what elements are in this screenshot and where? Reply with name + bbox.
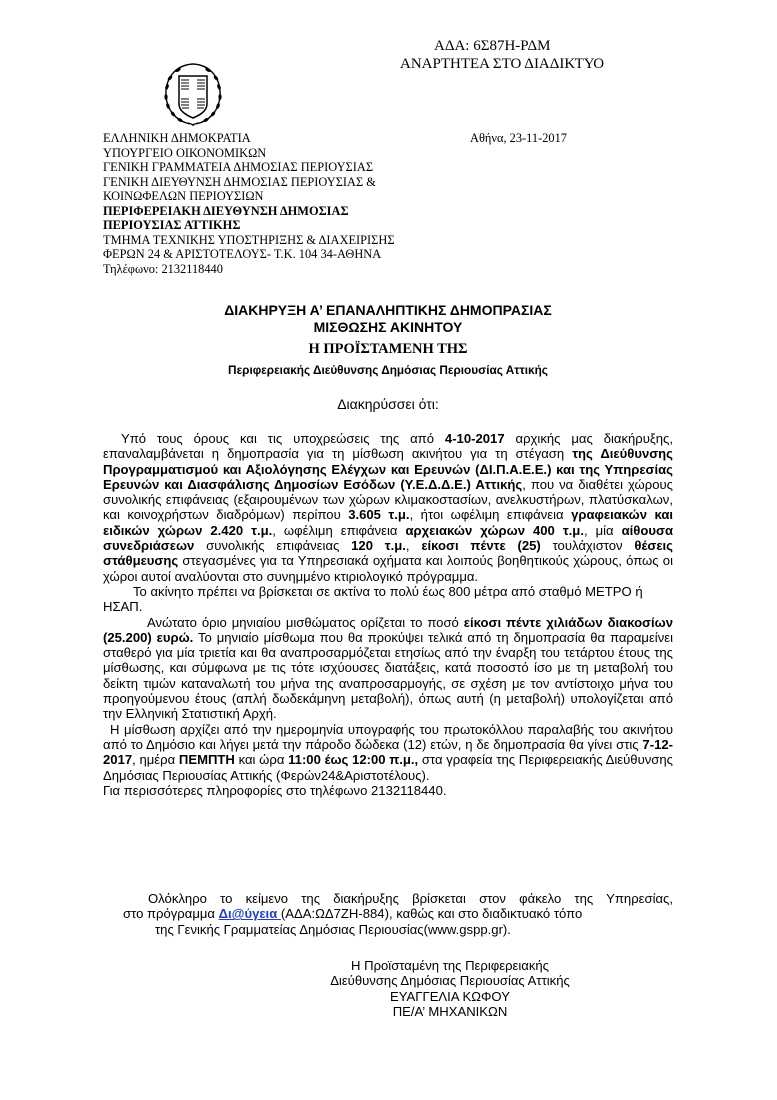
paragraph-location: Το ακίνητο πρέπει να βρίσκεται σε ακτίνα το πολύ έως 800 μέτρα από σταθμό ΜΕΤΡΟ ή ΗΣΑΠ. (103, 583, 643, 615)
parking-spaces: θέσεις στάθμευσης (103, 538, 673, 569)
paragraph-auction-schedule (103, 722, 673, 783)
text-run: και ώρα (234, 752, 289, 768)
issuer-heading: Η ΠΡΟΪΣΤΑΜΕΝΗ ΤΗΣ (308, 341, 468, 357)
initial-notice-date: 4-10-2017 (444, 431, 505, 446)
auction-day: ΠΕΜΠΤΗ (178, 752, 235, 768)
authority-line: ΕΛΛΗΝΙΚΗ ΔΗΜΟΚΡΑΤΙΑ (103, 131, 251, 145)
page-title: ΔΙΑΚΗΡΥΞΗ Α’ ΕΠΑΝΑΛΗΠΤΙΚΗΣ ΔΗΜΟΠΡΑΣΙΑΣ (224, 302, 552, 318)
issuer-unit: Περιφερειακής Διεύθυνσης Δημόσιας Περιουσίας Αττικής (228, 363, 548, 377)
publish-notice: ΑΝΑΡΤΗΤΕΑ ΣΤΟ ΔΙΑΔΙΚΤΥΟ (400, 56, 605, 72)
office-area: γραφειακών και ειδικών χώρων 2.420 τ.μ. (103, 507, 674, 538)
ada-code: ΑΔΑ: 6Σ87Η-ΡΔΜ (434, 38, 551, 54)
authority-line: ΠΕΡΙΟΥΣΙΑΣ ΑΤΤΙΚΗΣ (103, 218, 241, 232)
text-run: , (405, 538, 422, 554)
paragraph-contact: Για περισσότερες πληροφορίες στο τηλέφωνο 2132118440. (103, 782, 447, 798)
document-titles (103, 302, 673, 413)
signatory-title: ΠΕ/Α’ ΜΗΧΑΝΙΚΩΝ (392, 1003, 508, 1019)
text-run: , που να διαθέτει χώρους συνολικής επιφάνειας (εξαιρουμένων των χώρων κλιμακοστασίων, ανελκυστήρων, πλατύσκαλων, και κοινοχρήστων διαδρόμων) περίπου (103, 476, 673, 523)
archive-area: αρχειακών χώρων 400 τ.μ. (405, 522, 584, 538)
authority-line: ΓΕΝΙΚΗ ΔΙΕΥΘΥΝΣΗ ΔΗΜΟΣΙΑΣ ΠΕΡΙΟΥΣΙΑΣ & (103, 174, 376, 189)
signature-unit: Διεύθυνσης Δημόσιας Περιουσίας Αττικής (330, 973, 570, 989)
signature-role: Η Προϊσταμένη της Περιφερειακής (351, 958, 549, 973)
text-run: , μία (583, 522, 622, 538)
parking-count: είκοσι πέντε (25) (421, 538, 541, 554)
auction-time: 11:00 έως 12:00 π.μ., (288, 752, 419, 768)
meeting-room: αίθουσα συνεδριάσεων (103, 522, 674, 554)
authority-phone: Τηλέφωνο: 2132118440 (103, 261, 223, 276)
text-run: συνολικής επιφάνειας (194, 538, 352, 554)
authority-line: ΦΕΡΩΝ 24 & ΑΡΙΣΤΟΤΕΛΟΥΣ- Τ.Κ. 104 34-ΑΘΗΝΑ (103, 247, 382, 261)
greek-coat-of-arms-icon (160, 60, 226, 128)
text-run: , ήτοι ωφέλιμη επιφάνεια (409, 507, 572, 523)
text-run: (ΑΔΑ:ΩΔ7ΖΗ-884), καθώς και στο διαδικτυακό τόπο (280, 906, 583, 922)
closing-line: της Γενικής Γραμματείας Δημόσιας Περιουσίας(www.gspp.gr). (155, 921, 511, 937)
text-run: , ημέρα (132, 752, 179, 768)
page-subtitle: ΜΙΣΘΩΣΗΣ ΑΚΙΝΗΤΟΥ (313, 319, 463, 335)
tenant-services: της Διεύθυνσης Προγραμματισμού και Αξιολόγησης Ελέγχων και Ερευνών (ΔΙ.Π.Α.Ε.Ε.) και της Υπηρεσίας Ερευνών και Διασφάλισης Δημοσίων Εσόδων (Υ.Ε.Δ.Δ.Ε.) Αττικής (103, 446, 673, 492)
issuing-authority-block (103, 131, 463, 276)
meeting-room-area: 120 τ.μ. (351, 538, 406, 554)
document-body (103, 431, 673, 798)
text-run: στο πρόγραμμα (123, 906, 219, 922)
text-run: στεγασμένες για τα Υπηρεσιακά οχήματα και λοιπούς βοηθητικούς χώρους, όπως οι χώροι αυτοί αναλύονται στο συνημμένο κτιριολογικό πρόγραμμα. (103, 553, 673, 584)
text-run: Ανώτατο όριο μηνιαίου μισθώματος ορίζεται το ποσό (147, 614, 464, 630)
text-run: Το μηνιαίο μίσθωμα που θα προκύψει τελικά από τη δημοπρασία θα παραμείνει σταθερό για μία τριετία και θα αναπροσαρμόζεται ετησίως από την έναρξη του τετάρτου έτους της μίσθωσης, και σύμφωνα με τις τότε ισχύουσες διατάξεις, κατά ποσοστό ίσο με τη μεταβολή του δείκτη τιμών καταναλωτή του μήνα της αναπροσαρμογής, σε σχέση με τον αντίστοιχο μήνα του προηγούμενου έτους (απλή δωδεκάμηνη μεταβολή), όπως αυτή (η μεταβολή) υπολογίζεται από την Ελληνική Στατιστική Αρχή. (103, 629, 673, 722)
text-run: στα γραφεία της Περιφερειακής Διεύθυνσης Δημόσιας Περιουσίας Αττικής (Φερών24&Αριστοτέλους). (103, 752, 673, 783)
text-run: Υπό τους όρους και τις υποχρεώσεις της από (121, 431, 445, 446)
text-run: αρχικής μας διακήρυξης, επαναλαμβάνεται η δημοπρασία για τη μίσθωση ακινήτου για τη στέγαση (103, 431, 673, 462)
text-run: τουλάχιστον (540, 538, 635, 554)
authority-line: ΥΠΟΥΡΓΕΙΟ ΟΙΚΟΝΟΜΙΚΩΝ (103, 145, 267, 160)
total-area: 3.605 τ.μ. (348, 507, 410, 523)
ada-header (400, 37, 630, 73)
paragraph-property-requirements (103, 431, 673, 584)
diavgeia-link[interactable]: Δι@ύγεια (218, 906, 281, 922)
auction-date: 7-12-2017 (103, 736, 673, 768)
authority-line: ΓΕΝΙΚΗ ΓΡΑΜΜΑΤΕΙΑ ΔΗΜΟΣΙΑΣ ΠΕΡΙΟΥΣΙΑΣ (103, 160, 374, 174)
declaration-intro: Διακηρύσσει ότι: (337, 396, 439, 412)
authority-line: ΠΕΡΙΦΕΡΕΙΑΚΗ ΔΙΕΥΘΥΝΣΗ ΔΗΜΟΣΙΑΣ (103, 203, 349, 218)
signatory-name: ΕΥΑΓΓΕΛΙΑ ΚΩΦΟΥ (390, 988, 510, 1004)
text-run: , ωφέλιμη επιφάνεια (272, 522, 406, 538)
text-run: Η μίσθωση αρχίζει από την ημερομηνία υπογραφής του πρωτοκόλλου παραλαβής του ακινήτου από το Δημόσιο και λήγει μετά την πάροδο δώδεκα (12) ετών, η δε δημοπρασία θα γίνει στις (103, 721, 673, 752)
authority-line: ΤΜΗΜΑ ΤΕΧΝΙΚΗΣ ΥΠΟΣΤΗΡΙΞΗΣ & ΔΙΑΧΕΙΡΙΣΗΣ (103, 232, 395, 247)
max-monthly-rent: είκοσι πέντε χιλιάδων διακοσίων (25.200) ευρώ. (103, 614, 673, 645)
closing-line (103, 906, 673, 921)
signature-block (290, 958, 610, 1019)
closing-line: Ολόκληρο το κείμενο της διακήρυξης βρίσκεται στον φάκελο της Υπηρεσίας, (148, 891, 673, 906)
authority-line: ΚΟΙΝΩΦΕΛΩΝ ΠΕΡΙΟΥΣΙΩΝ (103, 189, 264, 203)
closing-paragraph (103, 891, 673, 937)
document-date: Αθήνα, 23-11-2017 (470, 131, 568, 145)
paragraph-rent (103, 615, 673, 722)
